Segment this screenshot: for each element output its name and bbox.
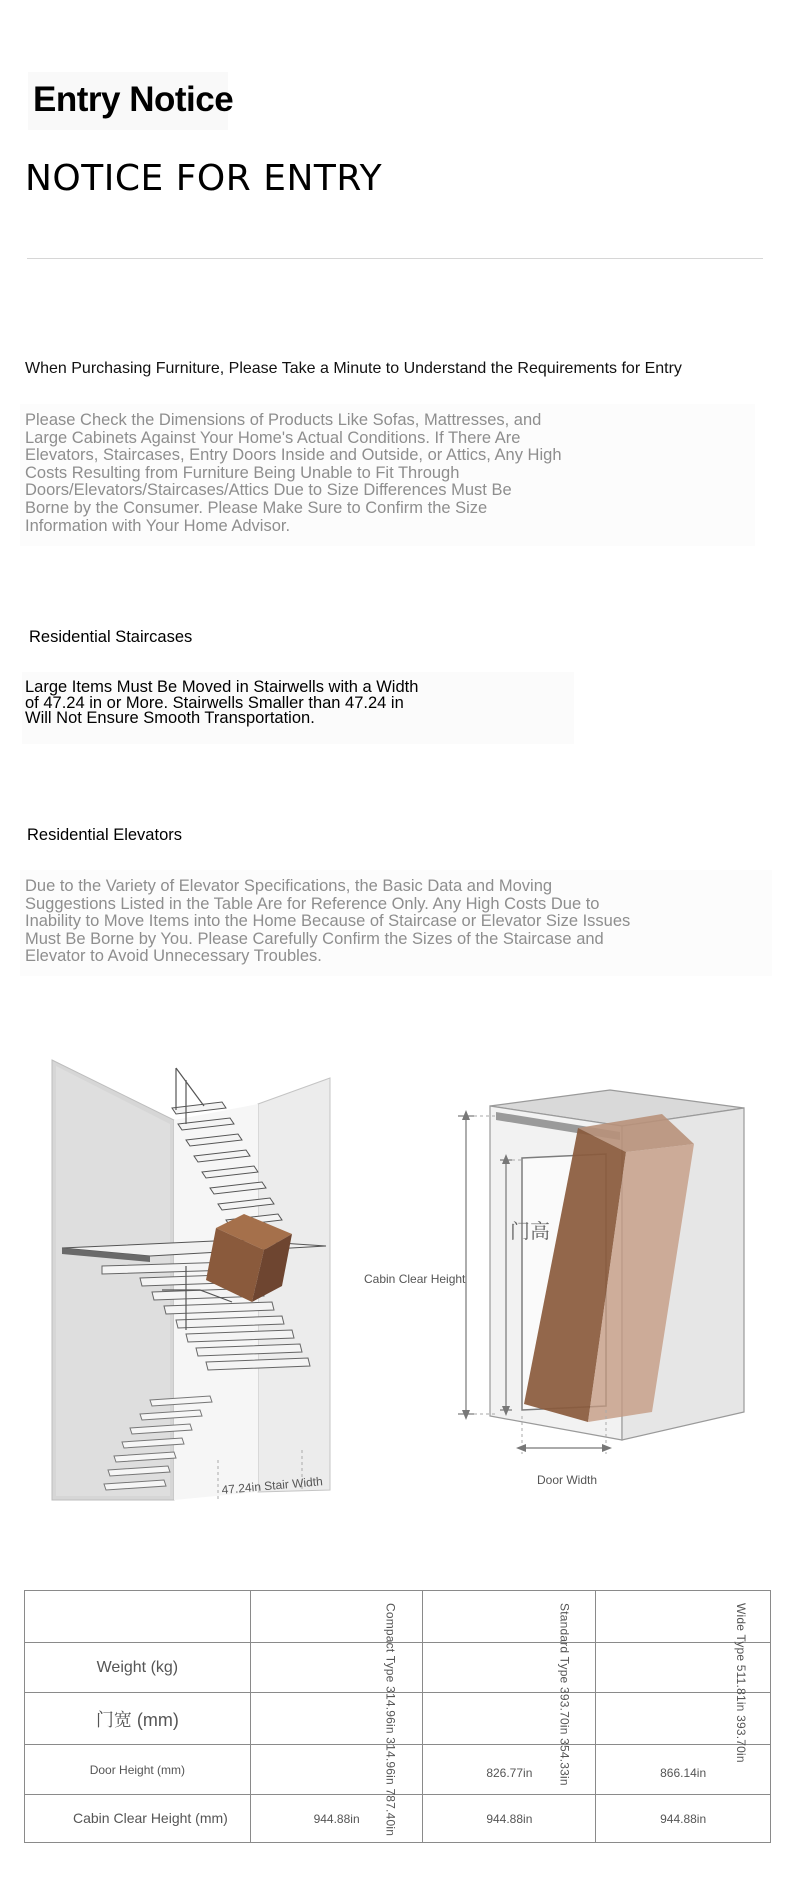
door-width-label: Door Width [537,1473,598,1487]
table-row [25,1693,771,1745]
column-compact-type: Compact Type 314.96in 314.96in 787.40in [383,1603,398,1837]
intro-paragraph-line: Costs Resulting from Furniture Being Unable to Fit Through [25,463,460,482]
row-label-door-width: 门宽 (mm) [25,1693,251,1745]
table-cell [423,1693,596,1745]
elevators-heading: Residential Elevators [27,826,182,844]
table-cell: 944.88in [250,1795,423,1843]
table-cell [423,1643,596,1693]
staircases-heading: Residential Staircases [29,628,193,646]
intro-paragraph-line: Large Cabinets Against Your Home's Actual Conditions. If There Are [25,428,521,447]
table-row [25,1795,771,1843]
staircases-paragraph [25,680,418,727]
elevators-paragraph-line: Inability to Move Items into the Home Because of Staircase or Elevator Size Issues [25,912,631,931]
elevators-paragraph-line: Elevator to Avoid Unnecessary Troubles. [25,947,322,966]
elevators-paragraph-line: Suggestions Listed in the Table Are for Reference Only. Any High Costs Due to [25,894,600,913]
table-cell [250,1643,423,1693]
cabin-height-label: Cabin Clear Height [364,1272,466,1286]
table-row [25,1643,771,1693]
row-label-cabin-height: Cabin Clear Height (mm) [25,1795,251,1843]
elevator-illustration [360,1090,744,1487]
staircases-paragraph-line: Will Not Ensure Smooth Transportation. [25,709,315,727]
table-cell: 826.77in [423,1745,596,1795]
table-cell [250,1693,423,1745]
elevator-spec-table [24,1590,771,1843]
staircases-paragraph-line: Large Items Must Be Moved in Stairwells with a Width [25,678,419,696]
stair-width-label: 47.24in Stair Width [221,1474,324,1497]
table-cell: 944.88in [423,1795,596,1843]
row-label-weight: Weight (kg) [25,1643,251,1693]
door-height-label: 门高 [510,1219,550,1243]
page-subtitle: NOTICE FOR ENTRY [25,158,383,199]
staircases-paragraph-line: of 47.24 in or More. Stairwells Smaller than 47.24 in [25,693,404,712]
entry-illustration [0,1040,790,1520]
elevators-paragraph-line: Due to the Variety of Elevator Specifications, the Basic Data and Moving [25,877,553,895]
intro-paragraph-line: Borne by the Consumer. Please Make Sure to Confirm the Size [25,498,488,517]
intro-paragraph-line: Information with Your Home Advisor. [25,516,291,535]
divider [27,258,763,259]
row-label-door-height: Door Height (mm) [25,1745,251,1795]
table-cell: 944.88in [596,1795,771,1843]
table-row [25,1745,771,1795]
intro-paragraph-line: Please Check the Dimensions of Products Like Sofas, Mattresses, and [25,411,542,429]
staircase-illustration [52,1060,330,1500]
elevators-paragraph-line: Must Be Borne by You. Please Carefully Confirm the Sizes of the Staircase and [25,929,604,948]
intro-paragraph [25,412,562,535]
table-header-row [25,1591,771,1643]
column-standard-type: Standard Type 393.70in 354.33in [557,1603,572,1786]
column-wide-type: Wide Type 511.81in 393.70in [734,1603,749,1763]
intro-paragraph-line: Doors/Elevators/Staircases/Attics Due to Size Differences Must Be [25,481,512,500]
table-cell [596,1693,771,1745]
intro-paragraph-line: Elevators, Staircases, Entry Doors Inside and Outside, or Attics, Any High [25,446,562,465]
intro-lead: When Purchasing Furniture, Please Take a Minute to Understand the Requirements for Entry [25,360,682,377]
table-header-cell [596,1591,771,1763]
elevators-paragraph [25,878,630,966]
table-cell [596,1643,771,1693]
table-cell [250,1745,423,1795]
page-title: Entry Notice [33,80,234,119]
table-cell: 866.14in [596,1745,771,1795]
table-corner-cell [25,1591,251,1643]
